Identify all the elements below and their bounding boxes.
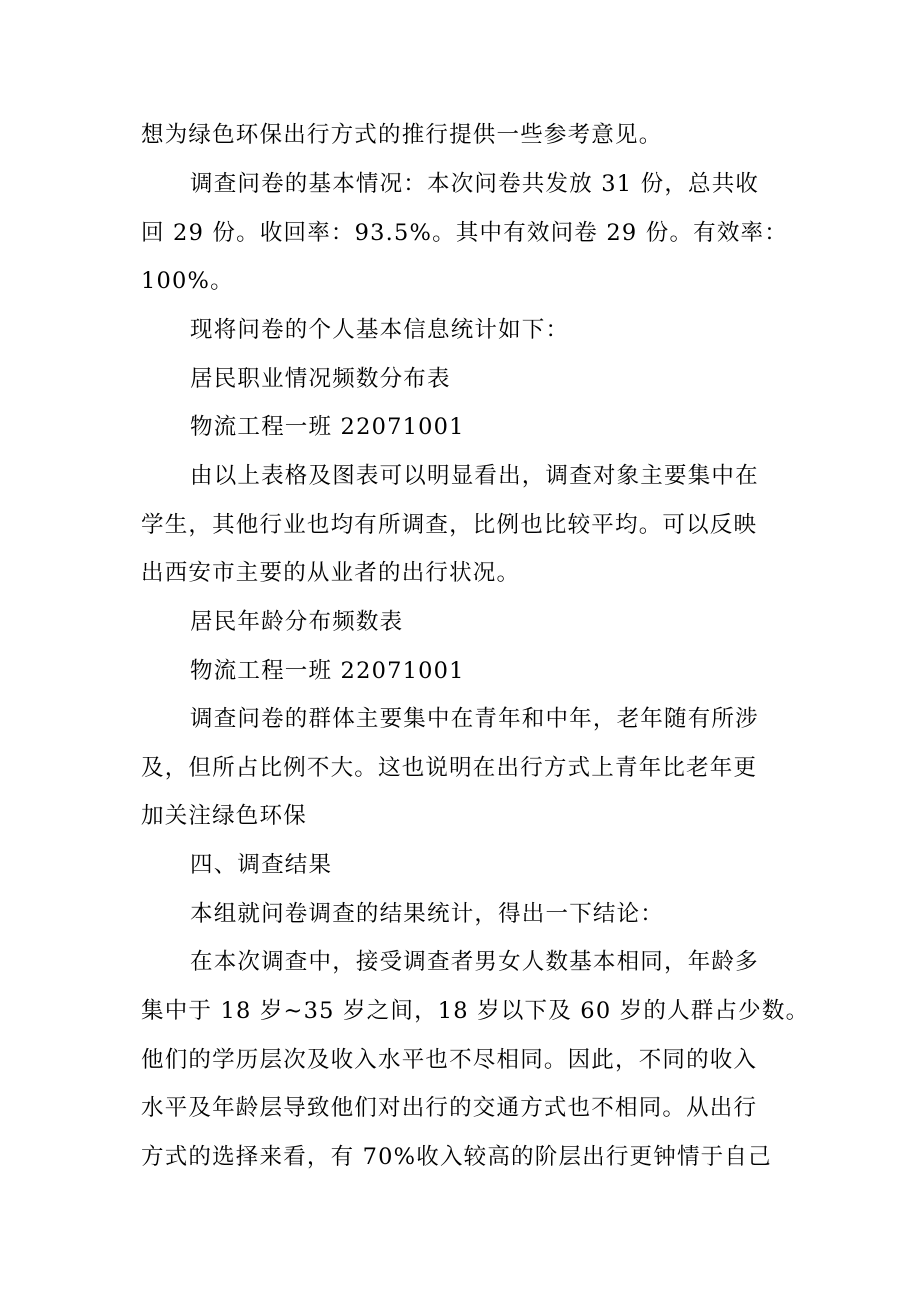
paragraph-line: 由以上表格及图表可以明显看出，调查对象主要集中在 (190, 463, 759, 489)
paragraph-line: 本组就问卷调查的结果统计，得出一下结论： (190, 901, 665, 927)
table-caption: 居民职业情况频数分布表 (190, 366, 451, 392)
paragraph-line: 回 29 份。收回率：93.5%。其中有效问卷 29 份。有效率： (141, 220, 788, 246)
paragraph-line: 调查问卷的群体主要集中在青年和中年，老年随有所涉 (190, 706, 759, 732)
paragraph-line: 学生，其他行业也均有所调查，比例也比较平均。可以反映 (141, 512, 758, 538)
paragraph-line: 想为绿色环保出行方式的推行提供一些参考意见。 (141, 122, 663, 148)
paragraph-line: 现将问卷的个人基本信息统计如下： (190, 317, 570, 343)
class-label: 物流工程一班 22071001 (190, 414, 465, 440)
paragraph-line: 他们的学历层次及收入水平也不尽相同。因此，不同的收入 (141, 1047, 758, 1073)
paragraph-line: 在本次调查中，接受调查者男女人数基本相同，年龄多 (190, 949, 759, 975)
paragraph-line: 100%。 (141, 268, 234, 294)
paragraph-line: 方式的选择来看，有 70%收入较高的阶层出行更钟情于自己 (141, 1144, 772, 1170)
paragraph-line: 及，但所占比例不大。这也说明在出行方式上青年比老年更 (141, 755, 758, 781)
paragraph-line: 出西安市主要的从业者的出行状况。 (141, 560, 521, 586)
section-heading: 四、调查结果 (190, 852, 333, 878)
paragraph-line: 集中于 18 岁~35 岁之间，18 岁以下及 60 岁的人群占少数。 (141, 998, 810, 1024)
table-caption: 居民年龄分布频数表 (190, 609, 404, 635)
paragraph-line: 调查问卷的基本情况：本次问卷共发放 31 份，总共收 (190, 171, 760, 197)
class-label: 物流工程一班 22071001 (190, 658, 465, 684)
paragraph-line: 水平及年龄层导致他们对出行的交通方式也不相同。从出行 (141, 1095, 758, 1121)
paragraph-line: 加关注绿色环保 (141, 803, 307, 829)
